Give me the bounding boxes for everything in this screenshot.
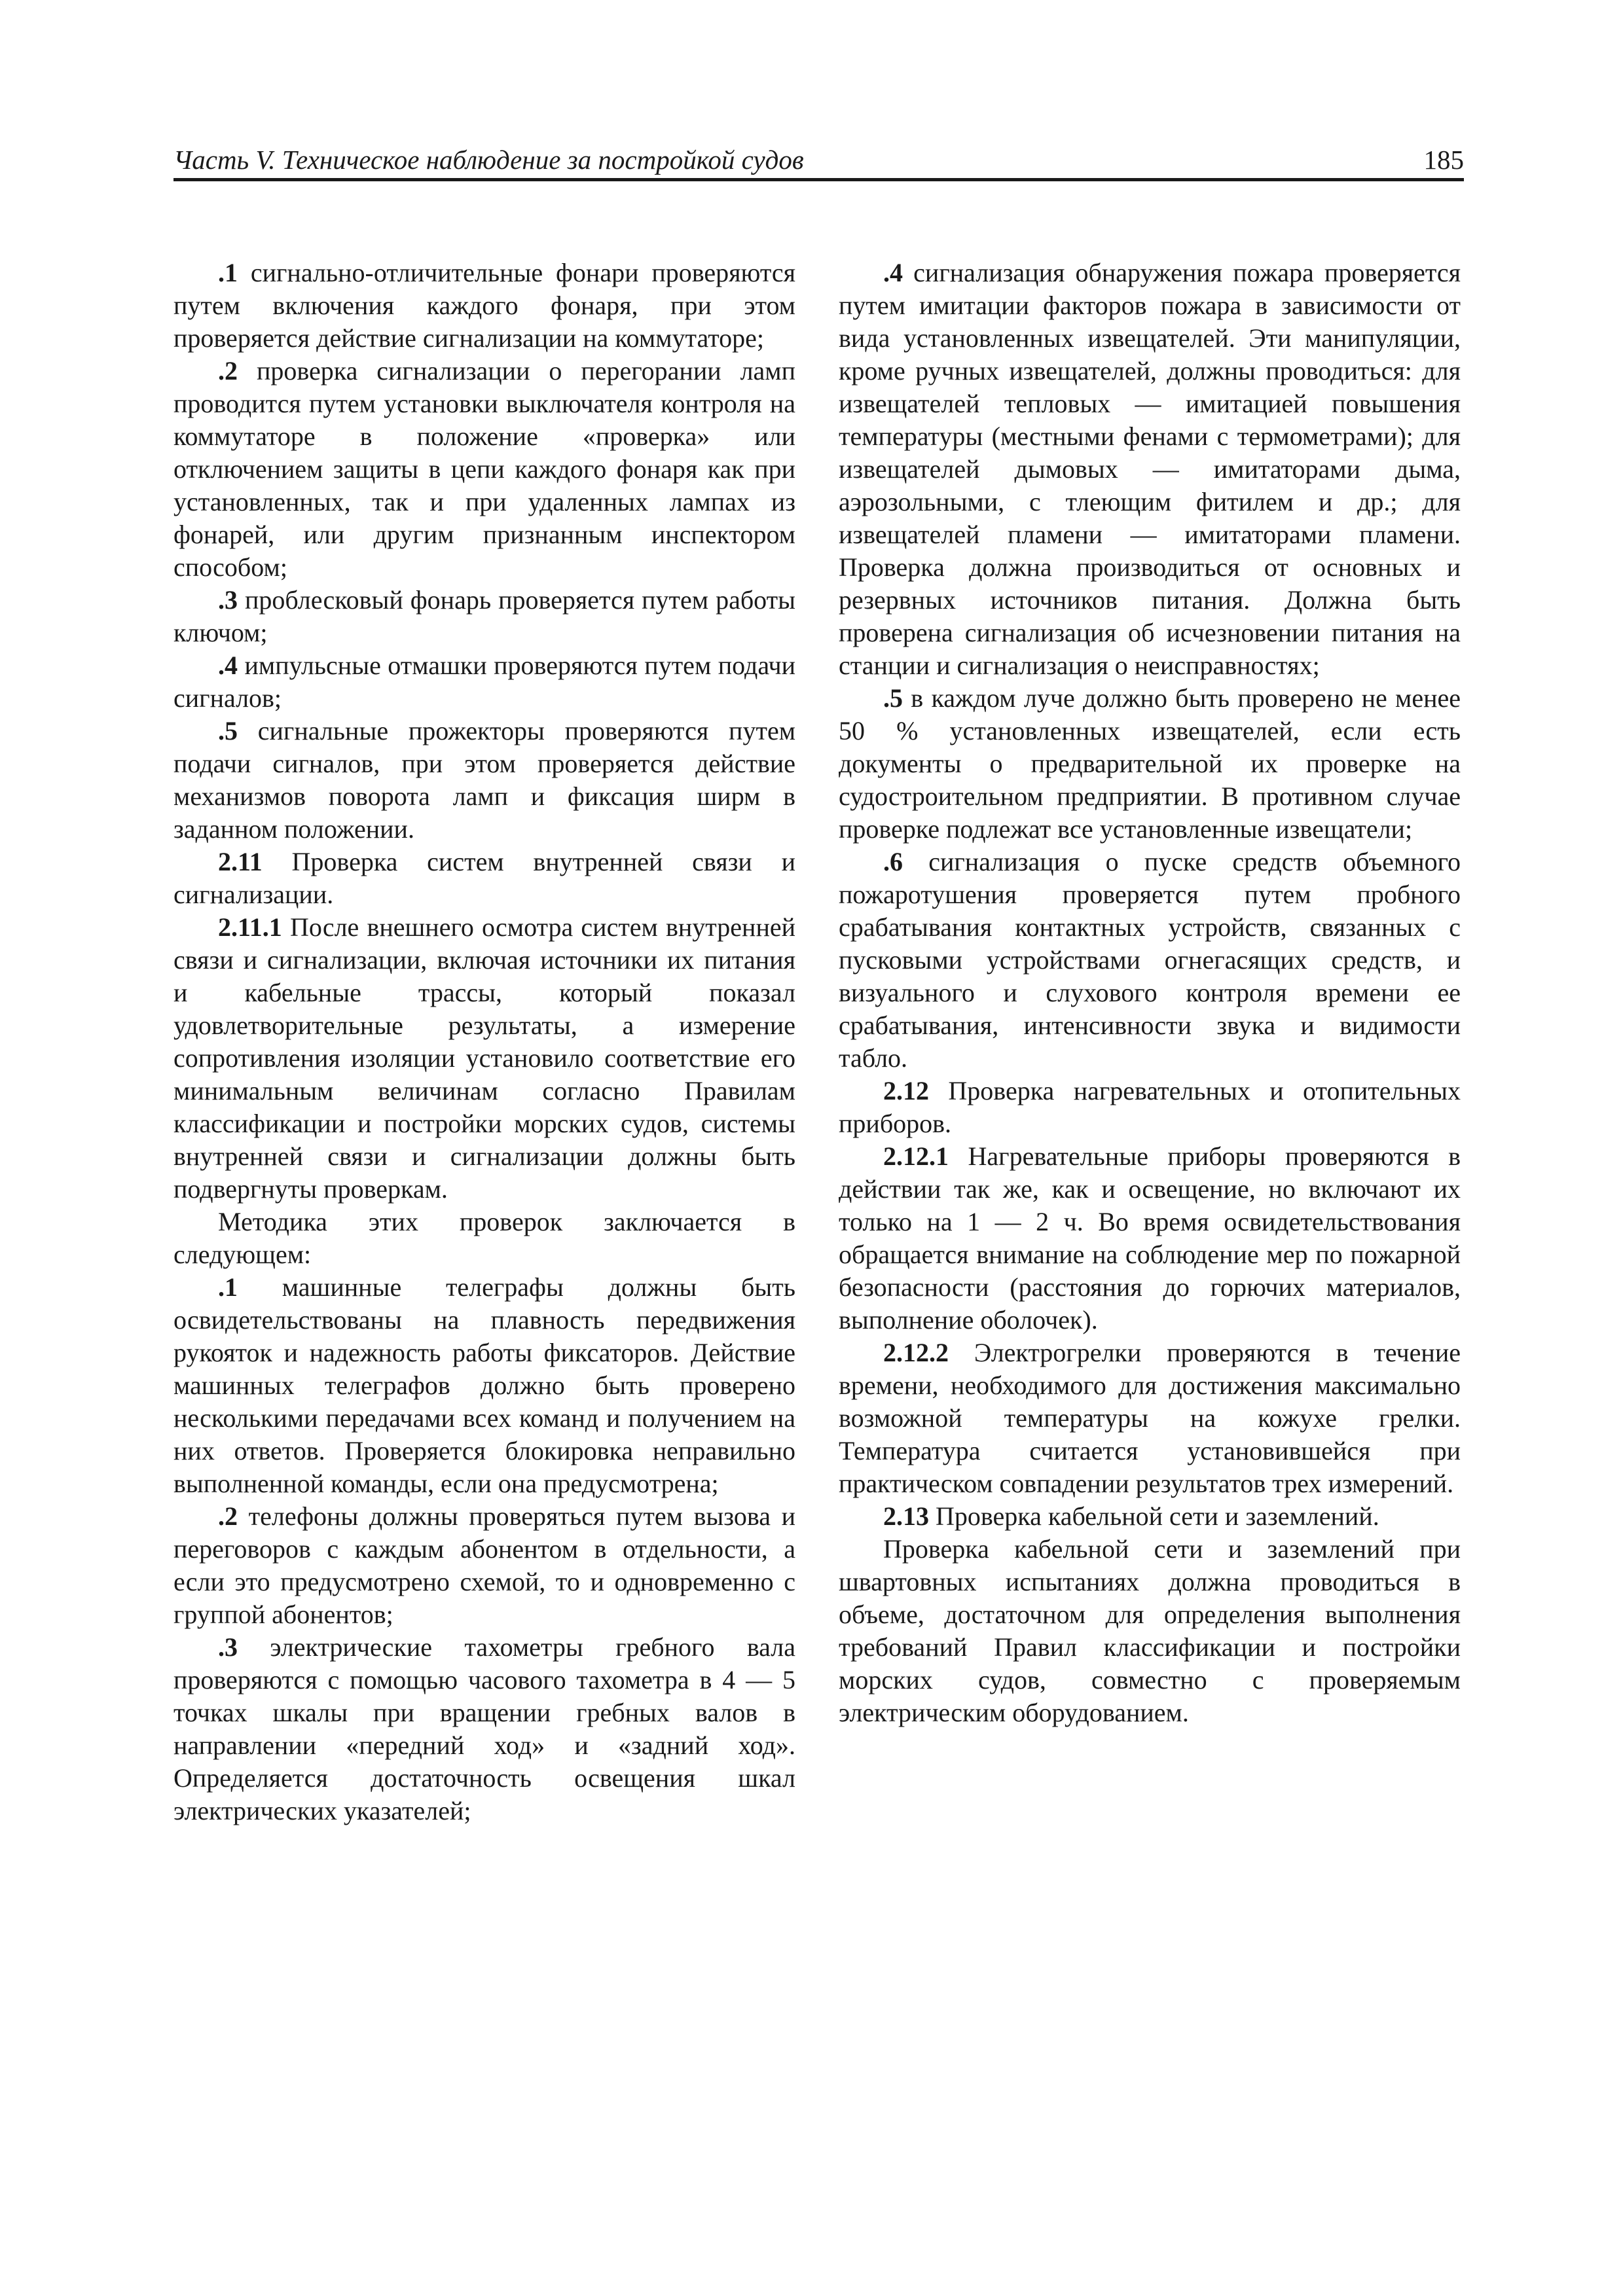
clause-number: .1 (218, 1272, 238, 1302)
paragraph (173, 911, 795, 1206)
paragraph (173, 1500, 795, 1631)
paragraph (839, 257, 1461, 682)
paragraph-text: Нагревательные приборы проверяются в действии так же, как и освещение, но включают их только на 1 — 2 ч. Во время освидетельствования обращается внимание на соблюдение мер по пожарной безопасности (расстояния до горючих материалов, выполнение оболочек). (839, 1141, 1461, 1335)
paragraph (839, 1336, 1461, 1500)
clause-number: .6 (883, 847, 903, 876)
clause-number: .3 (218, 585, 238, 615)
paragraph-text: Проверка кабельной сети и заземлений. (936, 1501, 1379, 1531)
paragraph (173, 1271, 795, 1500)
page-number: 185 (1423, 145, 1464, 175)
clause-number: .3 (218, 1632, 238, 1662)
paragraph-text: сигнально-отличительные фонари проверяются путем включения каждого фонаря, при этом проверяется действие сигнализации на коммутаторе; (173, 258, 796, 353)
paragraph (839, 1533, 1461, 1729)
paragraph (173, 649, 795, 715)
header-title: Часть V. Техническое наблюдение за постройкой судов (173, 145, 804, 175)
paragraph (839, 846, 1461, 1075)
paragraph (839, 1140, 1461, 1336)
paragraph-text: Методика этих проверок заключается в следующем: (173, 1207, 795, 1269)
right-column (839, 257, 1461, 1729)
paragraph (173, 355, 795, 584)
paragraph (173, 1631, 795, 1827)
paragraph-text: машинные телеграфы должны быть освидетельствованы на плавность передвижения рукояток и надежность работы фиксаторов. Действие машинных телеграфов должно быть проверено несколькими передачами всех команд и получением на них ответов. Проверяется блокировка неправильно выполненной команды, если она предусмотрена; (173, 1272, 795, 1498)
clause-number: 2.12.2 (883, 1338, 949, 1367)
paragraph-text: Проверка систем внутренней связи и сигнализации. (173, 847, 795, 909)
paragraph-text: сигнальные прожекторы проверяются путем подачи сигналов, при этом проверяется действие механизмов поворота ламп и фиксация ширм в заданном положении. (173, 716, 796, 844)
paragraph-text: Проверка кабельной сети и заземлений при швартовных испытаниях должна проводиться в объеме, достаточном для определения выполнения требований Правил классификации и постройки морских судов, совместно с проверяемым электрическим оборудованием. (839, 1534, 1461, 1727)
paragraph-text: импульсные отмашки проверяются путем подачи сигналов; (173, 651, 795, 713)
clause-number: 2.11.1 (218, 912, 282, 942)
clause-number: 2.12 (883, 1076, 929, 1105)
clause-number: 2.12.1 (883, 1141, 949, 1171)
paragraph (173, 584, 795, 649)
clause-number: .2 (218, 1501, 238, 1531)
paragraph-text: После внешнего осмотра систем внутренней связи и сигнализации, включая источники их питания и кабельные трассы, который показал удовлетворительные результаты, а измерение сопротивления изоляции установило соответствие его минимальным величинам согласно Правилам классификации и постройки морских судов, системы внутренней связи и сигнализации должны быть подвергнуты проверкам. (173, 912, 796, 1204)
paragraph-text: электрические тахометры гребного вала проверяются с помощью часового тахометра в 4 — 5 точках шкалы при вращении гребных валов в направлении «передний ход» и «задний ход». Определяется достаточность освещения шкал электрических указателей; (173, 1632, 795, 1825)
paragraph-text: проверка сигнализации о перегорании ламп проводится путем установки выключателя контроля на коммутаторе в положение «проверка» или отключением защиты в цепи каждого фонаря как при установленных, так и при удаленных лампах из фонарей, или другим признанным инспектором способом; (173, 356, 796, 582)
clause-number: 2.13 (883, 1501, 929, 1531)
clause-number: .5 (218, 716, 238, 745)
paragraph (173, 257, 795, 355)
clause-number: .1 (218, 258, 238, 287)
clause-number: .2 (218, 356, 238, 386)
clause-number: .4 (218, 651, 238, 680)
left-column (173, 257, 795, 1827)
paragraph-text: Проверка нагревательных и отопительных приборов. (839, 1076, 1461, 1138)
paragraph (173, 1206, 795, 1271)
paragraph-text: в каждом луче должно быть проверено не менее 50 % установленных извещателей, если есть документы о предварительной их проверке на судостроительном предприятии. В противном случае проверке подлежат все установленные извещатели; (839, 683, 1461, 844)
paragraph-text: сигнализация обнаружения пожара проверяется путем имитации факторов пожара в зависимости от вида установленных извещателей. Эти манипуляции, кроме ручных извещателей, должны проводиться: для извещателей тепловых — имитацией повышения температуры (местными фенами с термометрами); для извещателей дымовых — имитаторами дыма, аэрозольными, с тлеющим фитилем и др.; для извещателей пламени — имитаторами пламени. Проверка должна производиться от основных и резервных источников питания. Должна быть проверена сигнализация об исчезновении питания на станции и сигнализация о неисправностях; (839, 258, 1461, 680)
paragraph-text: телефоны должны проверяться путем вызова и переговоров с каждым абонентом в отдельности, а если это предусмотрено схемой, то и одновременно с группой абонентов; (173, 1501, 796, 1629)
paragraph-text: сигнализация о пуске средств объемного пожаротушения проверяется путем пробного срабатывания контактных устройств, связанных с пусковыми устройствами огнегасящих средств, и визуального и слухового контроля времени ее срабатывания, интенсивности звука и видимости табло. (839, 847, 1461, 1073)
paragraph-text: проблесковый фонарь проверяется путем работы ключом; (173, 585, 795, 647)
clause-number: .4 (883, 258, 903, 287)
paragraph-text: Электрогрелки проверяются в течение времени, необходимого для достижения максимально возможной температуры на кожухе грелки. Температура считается установившейся при практическом совпадении результатов трех измерений. (839, 1338, 1461, 1498)
running-header (173, 140, 1464, 181)
paragraph (839, 1075, 1461, 1140)
paragraph (173, 846, 795, 911)
paragraph (839, 682, 1461, 846)
clause-number: .5 (883, 683, 903, 713)
clause-number: 2.11 (218, 847, 263, 876)
paragraph (839, 1500, 1461, 1533)
paragraph (173, 715, 795, 846)
